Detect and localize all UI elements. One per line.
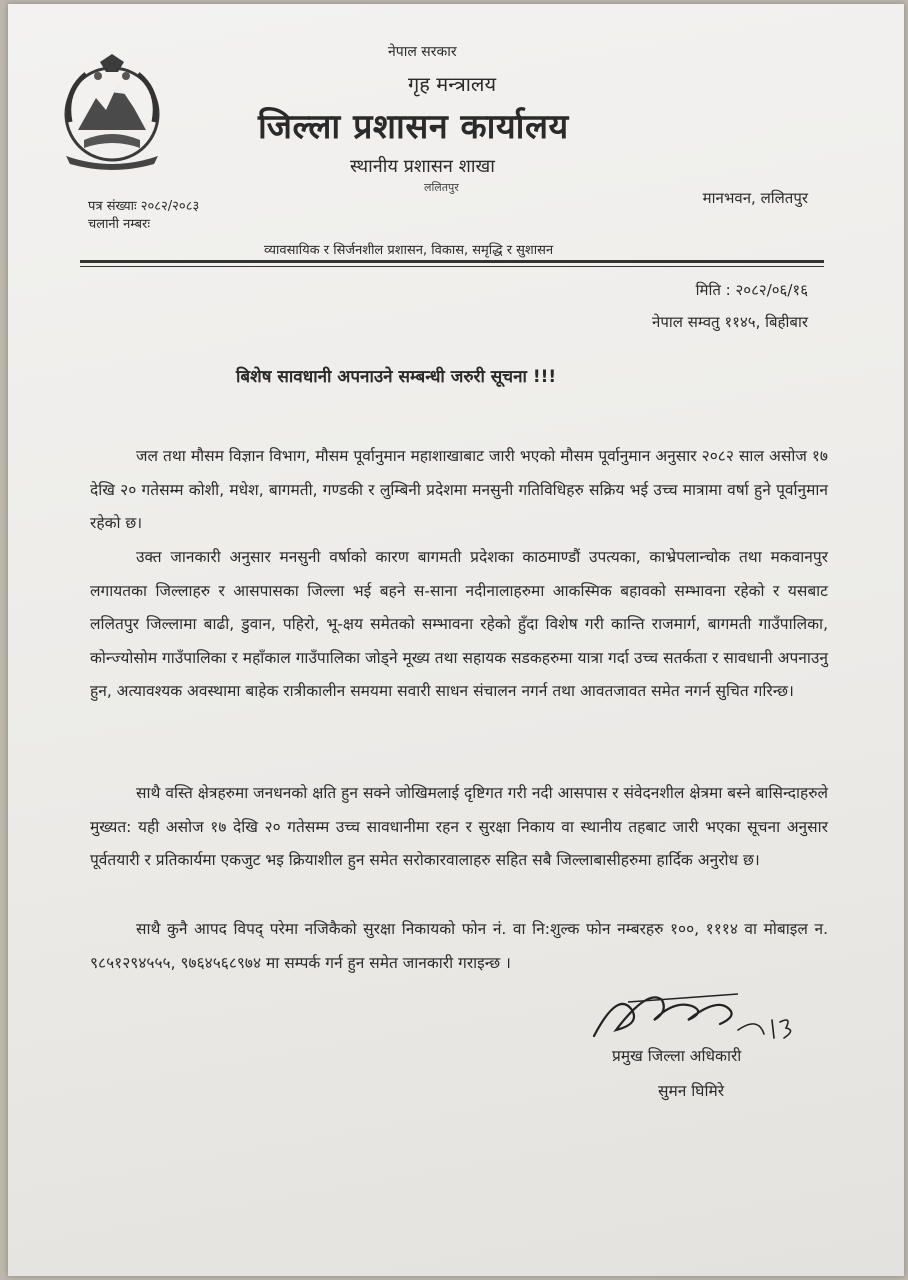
signatory-name: सुमन घिमिरे [658,1082,725,1100]
notice-paragraph: उक्त जानकारी अनुसार मनसुनी वर्षाको कारण बागमती प्रदेशका काठमाण्डौं उपत्यका, काभ्रेपलान्चोक तथा मकवानपुर लगायतका जिल्लाहरु र आसपासका जिल्ला भई बहने स-साना नदीनालाहरुमा आकस्मिक बहावको सम्भावना रहेको र यसबाट ललितपुर जिल्लामा बाढी, डुवान, पहिरो, भू-क्षय समेतको सम्भावना रहेको हुँदा विशेष गरी कान्ति राजमार्ग, बागमती गाउँपालिका, कोन्ज्योसोम गाउँपालिका र महाँकाल गाउँपालिका जोड्ने मूख्य तथा सहायक सडकहरुमा यात्रा गर्दा उच्च सतर्कता र सावधानी अपनाउनु हुन, अत्यावश्यक अवस्थामा बाहेक रात्रीकालीन समयमा सवारी साधन संचालन नगर्न तथा आवतजावत समेत नगर्न सुचित गरिन्छ। [90,548,828,700]
handwritten-signature [588,980,828,1050]
header-divider-thin [80,266,824,267]
notice-paragraph: जल तथा मौसम विज्ञान विभाग, मौसम पूर्वानुमान महाशाखाबाट जारी भएको मौसम पूर्वानुमान अनुसार २०८२ साल असोज १७ देखि २० गतेसम्म कोशी, मधेश, बागमती, गण्डकी र लुम्बिनी प्रदेशमा मनसुनी गतिविधिहरु सक्रिय भई उच्च मात्रामा वर्षा हुने पूर्वानुमान रहेको छ। [90,447,828,532]
notice-paragraph: साथै वस्ति क्षेत्रहरुमा जनधनको क्षति हुन सक्ने जोखिमलाई दृष्टिगत गरी नदी आसपास र संवेदनशील क्षेत्रमा बस्ने बासिन्दाहरुले मुख्यत: यही असोज १७ देखि २० गतेसम्म उच्च सावधानीमा रहन र सुरक्षा निकाय वा स्थानीय तहबाट जारी भएका सूचना अनुसार पूर्वतयारी र प्रतिकार्यमा एकजुट भइ क्रियाशील हुन समेत सरोकारवालाहरु सहित सबै जिल्लाबासीहरुमा हार्दिक अनुरोध छ। [90,784,828,869]
nepal-government-emblem [48,52,176,170]
office-address: मानभवन, ललितपुर [702,189,808,207]
office-motto: व्यावसायिक र सिर्जनशील प्रशासन, विकास, समृद्धि र सुशासन [264,243,554,258]
dispatch-number: चलानी नम्बरः [88,217,150,232]
signatory-designation: प्रमुख जिल्ला अधिकारी [612,1047,742,1065]
header-divider [80,260,824,263]
district-name: ललितपुर [424,181,459,194]
notice-paragraph: साथै कुनै आपद विपद् परेमा नजिकैको सुरक्षा निकायको फोन नं. वा नि:शुल्क फोन नम्बरहरु १००, १११४ वा मोबाइल न. ९८५१२९४५५५, ९७६४५६८९७४ मा सम्पर्क गर्न हुन समेत जानकारी गराइन्छ । [90,920,828,972]
notice-date: मिति : २०८२/०६/१६ [695,281,808,299]
office-name: जिल्ला प्रशासन कार्यालय [258,107,569,147]
notice-page [8,4,904,1276]
letter-number: पत्र संख्याः २०८२/२०८३ [88,199,200,214]
government-name: नेपाल सरकार [388,44,457,60]
notice-title: बिशेष सावधानी अपनाउने सम्बन्धी जरुरी सूचना !!! [236,367,557,387]
branch-name: स्थानीय प्रशासन शाखा [350,156,495,177]
ministry-name: गृह मन्त्रालय [408,72,497,96]
nepal-samvat-date: नेपाल सम्वतु ११४५, बिहीबार [652,313,808,331]
